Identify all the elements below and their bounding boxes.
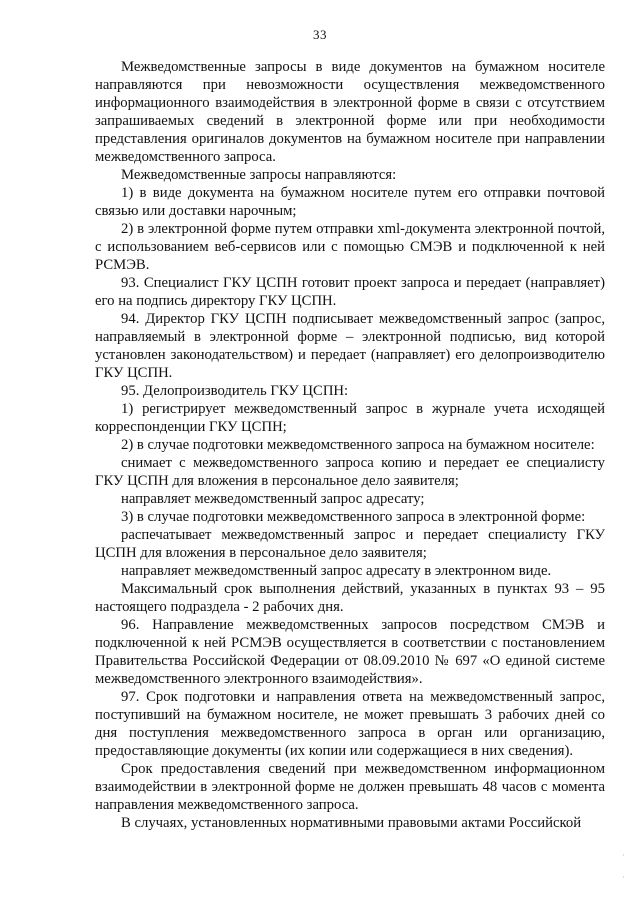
clause-97: 97. Срок подготовки и направления ответа на межведомственный запрос, поступивший на бумажном носителе, не может превышать 3 рабочих дней со дня поступления межведомственного запроса в орган или организацию, предоставляющие документы (их копии или содержащиеся в них сведения).: [95, 689, 605, 759]
sub-item: распечатывает межведомственный запрос и передает специалисту ГКУ ЦСПН для вложения в персональное дело заявителя;: [95, 527, 605, 561]
list-item: 3) в случае подготовки межведомственного запроса в электронной форме:: [121, 509, 586, 525]
list-item: 1) регистрирует межведомственный запрос в журнале учета исходящей корреспонденции ГКУ ЦСПН;: [95, 401, 605, 435]
clause-94: 94. Директор ГКУ ЦСПН подписывает межведомственный запрос (запрос, направляемый в электронной форме – электронной подписью, вид которой установлен законодательством) и передает (направляет) его делопроизводителю ГКУ ЦСПН.: [95, 311, 605, 381]
sub-item: направляет межведомственный запрос адресату в электронном виде.: [121, 563, 552, 579]
clause-93: 93. Специалист ГКУ ЦСПН готовит проект запроса и передает (направляет) его на подпись директору ГКУ ЦСПН.: [95, 275, 605, 309]
scan-mark: ·: [622, 872, 625, 882]
body-text: [95, 58, 605, 832]
paragraph: Срок предоставления сведений при межведомственном информационном взаимодействии в электронной форме не должен превышать 48 часов с момента направления межведомственного запроса.: [95, 761, 605, 813]
list-item: 2) в случае подготовки межведомственного запроса на бумажном носителе:: [121, 437, 595, 453]
sub-item: снимает с межведомственного запроса копию и передает ее специалисту ГКУ ЦСПН для вложения в персональное дело заявителя;: [95, 455, 605, 489]
paragraph: В случаях, установленных нормативными правовыми актами Российской: [121, 815, 582, 831]
paragraph: Межведомственные запросы в виде документов на бумажном носителе направляются при невозможности осуществления межведомственного информационного взаимодействия в электронной форме в связи с отсутствием запрашиваемых сведений в электронной форме или при необходимости представления оригиналов документов на бумажном носителе при направлении межведомственного запроса.: [95, 59, 605, 165]
scan-mark: ·: [622, 850, 625, 860]
paragraph: Максимальный срок выполнения действий, указанных в пунктах 93 – 95 настоящего подраздела - 2 рабочих дня.: [95, 581, 605, 615]
list-item: 1) в виде документа на бумажном носителе путем его отправки почтовой связью или доставки нарочным;: [95, 185, 605, 219]
clause-95: 95. Делопроизводитель ГКУ ЦСПН:: [121, 383, 349, 399]
clause-96: 96. Направление межведомственных запросов посредством СМЭВ и подключенной к ней РСМЭВ осуществляется в соответствии с постановлением Правительства Российской Федерации от 08.09.2010 № 697 «О единой системе межведомственного электронного взаимодействия».: [95, 617, 605, 687]
list-item: 2) в электронной форме путем отправки xml-документа электронной почтой, с использованием веб-сервисов или с помощью СМЭВ и подключенной к ней РСМЭВ.: [95, 221, 605, 273]
paragraph: Межведомственные запросы направляются:: [121, 167, 397, 183]
page-number: 33: [313, 27, 327, 42]
sub-item: направляет межведомственный запрос адресату;: [121, 491, 425, 507]
